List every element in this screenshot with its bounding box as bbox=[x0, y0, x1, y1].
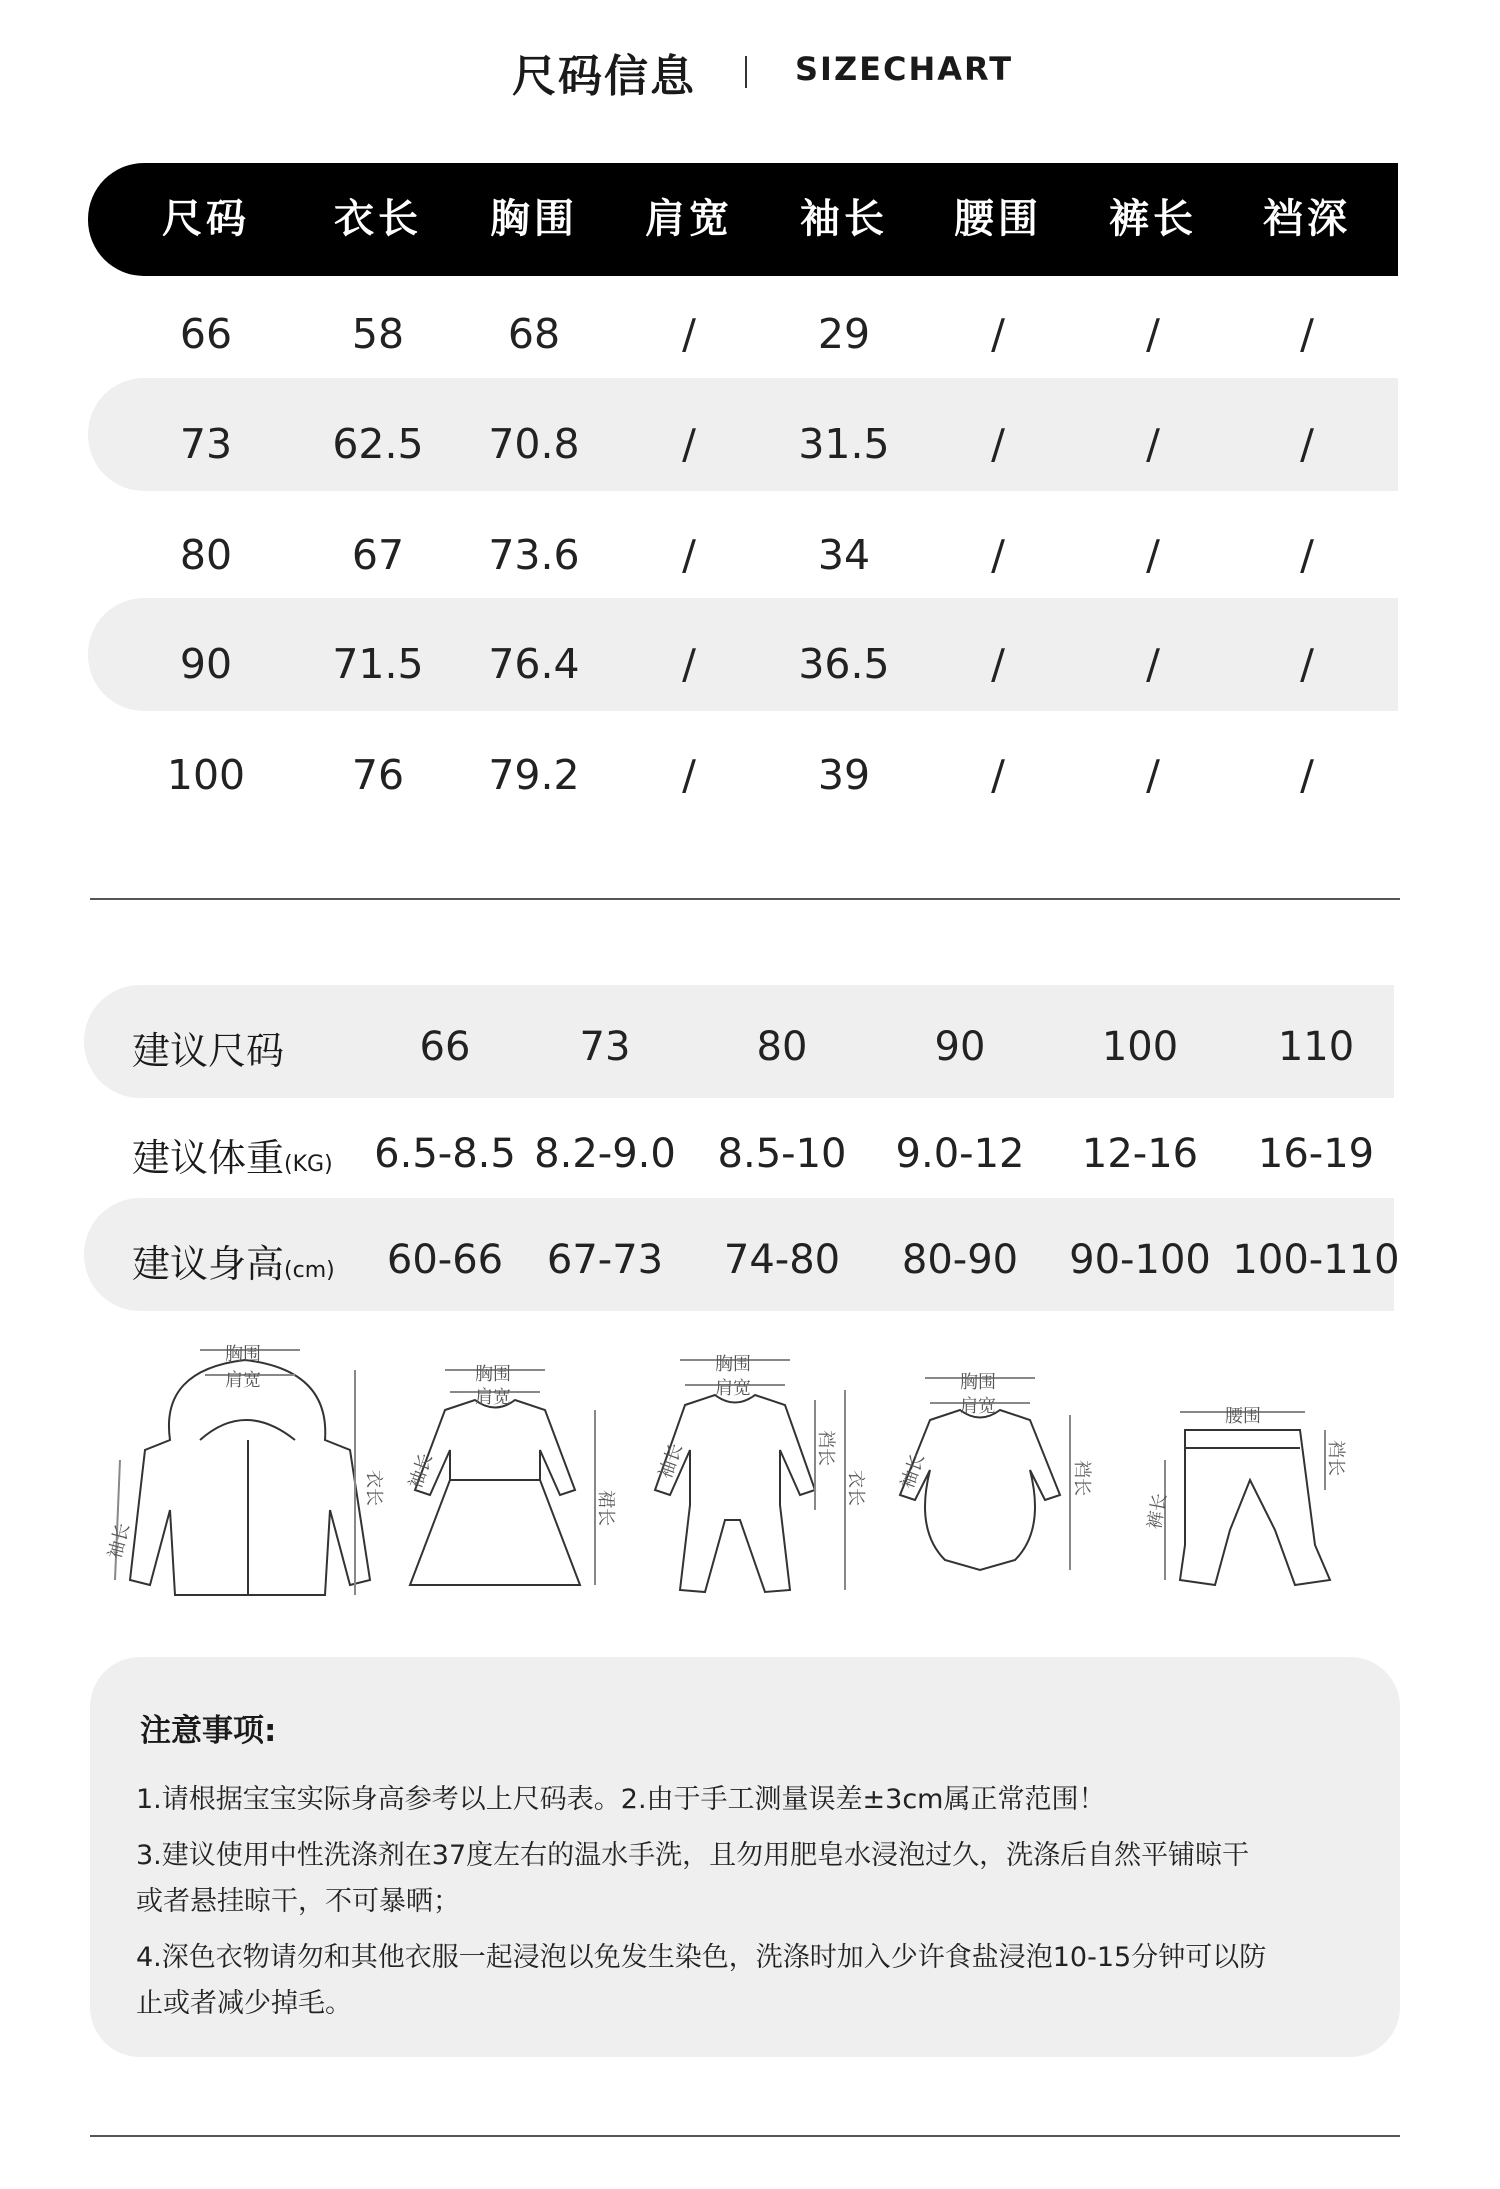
recommend-value: 100 bbox=[1101, 1024, 1179, 1070]
diagram-label: 袖长 bbox=[104, 1521, 135, 1562]
recommend-label bbox=[132, 1233, 335, 1288]
header-pants-length: 裤长 bbox=[1109, 196, 1197, 242]
recommend-value: 73 bbox=[579, 1024, 631, 1070]
recommend-value: 16-19 bbox=[1257, 1131, 1375, 1177]
diagram-label: 袖长 bbox=[896, 1450, 930, 1492]
table-cell: 29 bbox=[817, 310, 871, 358]
diagram-label: 裆长 bbox=[1071, 1460, 1092, 1496]
section-divider bbox=[90, 898, 1400, 900]
table-cell: 31.5 bbox=[798, 420, 890, 468]
size-table-header bbox=[88, 163, 1398, 276]
pants-diagram bbox=[1144, 1406, 1346, 1585]
table-cell: 67 bbox=[351, 531, 405, 579]
table-cell: / bbox=[1146, 420, 1160, 468]
table-cell: / bbox=[682, 310, 696, 358]
recommend-value: 8.5-10 bbox=[717, 1131, 847, 1177]
table-cell: 70.8 bbox=[488, 420, 580, 468]
diagram-label: 肩宽 bbox=[960, 1396, 996, 1417]
recommend-value: 66 bbox=[419, 1024, 471, 1070]
table-cell: 62.5 bbox=[332, 420, 424, 468]
diagram-label: 衣长 bbox=[363, 1470, 384, 1506]
diagram-label: 袖长 bbox=[654, 1440, 688, 1482]
table-cell: / bbox=[991, 640, 1005, 688]
table-cell: / bbox=[1146, 640, 1160, 688]
header-length: 衣长 bbox=[334, 196, 422, 242]
romper-diagram bbox=[655, 1354, 866, 1592]
page-title-en: SIZECHART bbox=[795, 50, 1014, 88]
recommend-label-text: 建议体重 bbox=[132, 1136, 285, 1180]
diagram-label: 胸围 bbox=[960, 1372, 996, 1393]
table-cell: 39 bbox=[817, 751, 871, 799]
note-line: 1.请根据宝宝实际身高参考以上尺码表。2.由于手工测量误差±3cm属正常范围！ bbox=[136, 1784, 1106, 1815]
recommend-value: 60-66 bbox=[386, 1237, 504, 1283]
table-cell: / bbox=[1146, 751, 1160, 799]
page-header bbox=[0, 40, 1500, 100]
diagram-label: 肩宽 bbox=[475, 1387, 511, 1408]
table-cell: 76 bbox=[351, 751, 405, 799]
diagram-label: 胸围 bbox=[475, 1364, 511, 1385]
recommend-value: 8.2-9.0 bbox=[534, 1131, 676, 1177]
title-separator bbox=[745, 56, 747, 88]
note-line: 止或者减少掉毛。 bbox=[136, 1988, 352, 2019]
measurement-diagrams bbox=[100, 1330, 1400, 1620]
table-cell: / bbox=[1146, 310, 1160, 358]
recommend-value: 67-73 bbox=[546, 1237, 664, 1283]
table-cell: 73.6 bbox=[488, 531, 580, 579]
recommend-value: 12-16 bbox=[1081, 1131, 1199, 1177]
note-line: 或者悬挂晾干，不可暴晒； bbox=[136, 1886, 460, 1917]
table-cell: 34 bbox=[817, 531, 871, 579]
recommend-label-text: 建议尺码 bbox=[132, 1029, 285, 1073]
table-cell: / bbox=[682, 420, 696, 468]
header-crotch-depth: 裆深 bbox=[1263, 196, 1351, 242]
table-cell: / bbox=[682, 751, 696, 799]
bottom-divider bbox=[90, 2135, 1400, 2137]
diagram-label: 肩宽 bbox=[225, 1370, 261, 1391]
bodysuit-diagram bbox=[897, 1372, 1092, 1570]
note-line: 3.建议使用中性洗涤剂在37度左右的温水手洗，且勿用肥皂水浸泡过久，洗涤后自然平铺晾干 bbox=[136, 1840, 1250, 1871]
recommend-label-unit: (KG) bbox=[284, 1152, 333, 1177]
diagram-label: 胸围 bbox=[225, 1344, 261, 1365]
header-waist: 腰围 bbox=[954, 196, 1042, 242]
table-cell: 79.2 bbox=[488, 751, 580, 799]
table-cell: 36.5 bbox=[798, 640, 890, 688]
notes-title: 注意事项: bbox=[140, 1713, 277, 1749]
table-cell: / bbox=[1300, 531, 1314, 579]
table-cell: / bbox=[1300, 640, 1314, 688]
recommend-value: 80 bbox=[756, 1024, 808, 1070]
recommend-value: 6.5-8.5 bbox=[374, 1131, 516, 1177]
table-cell: 58 bbox=[351, 310, 405, 358]
table-row-bg bbox=[88, 598, 1398, 711]
table-cell: / bbox=[991, 751, 1005, 799]
table-cell: / bbox=[991, 310, 1005, 358]
table-cell: / bbox=[1300, 751, 1314, 799]
header-chest: 胸围 bbox=[490, 196, 578, 242]
recommend-label bbox=[132, 1127, 333, 1182]
diagram-label: 裙长 bbox=[595, 1490, 616, 1526]
diagram-label: 裆长 bbox=[815, 1430, 836, 1466]
table-cell: / bbox=[682, 640, 696, 688]
care-notes bbox=[90, 1657, 1400, 2057]
diagram-label: 肩宽 bbox=[715, 1378, 751, 1399]
table-cell: 90 bbox=[179, 640, 233, 688]
table-cell: 76.4 bbox=[488, 640, 580, 688]
diagram-label: 袖长 bbox=[404, 1450, 438, 1492]
recommend-value: 110 bbox=[1277, 1024, 1355, 1070]
header-shoulder: 肩宽 bbox=[645, 196, 733, 242]
diagram-label: 裆长 bbox=[1325, 1440, 1346, 1476]
table-cell: / bbox=[1300, 310, 1314, 358]
diagram-label: 腰围 bbox=[1225, 1406, 1261, 1427]
diagram-label: 胸围 bbox=[715, 1354, 751, 1375]
page-title: 尺码信息 bbox=[512, 51, 696, 102]
table-cell: 80 bbox=[179, 531, 233, 579]
diagram-label: 裤长 bbox=[1144, 1491, 1172, 1531]
header-sleeve: 袖长 bbox=[800, 196, 888, 242]
table-cell: / bbox=[991, 420, 1005, 468]
note-line: 4.深色衣物请勿和其他衣服一起浸泡以免发生染色，洗涤时加入少许食盐浸泡10-15分钟可以防 bbox=[136, 1942, 1267, 1973]
recommend-value: 90 bbox=[934, 1024, 986, 1070]
table-cell: / bbox=[682, 531, 696, 579]
recommend-value: 100-110 bbox=[1232, 1237, 1400, 1283]
table-cell: 73 bbox=[179, 420, 233, 468]
jacket-diagram bbox=[105, 1344, 384, 1595]
header-size: 尺码 bbox=[162, 196, 250, 242]
recommend-value: 74-80 bbox=[723, 1237, 841, 1283]
table-cell: / bbox=[1300, 420, 1314, 468]
diagram-label: 衣长 bbox=[845, 1470, 866, 1506]
table-cell: / bbox=[991, 531, 1005, 579]
recommend-value: 90-100 bbox=[1069, 1237, 1211, 1283]
table-cell: 68 bbox=[507, 310, 561, 358]
recommend-value: 80-90 bbox=[901, 1237, 1019, 1283]
table-cell: 71.5 bbox=[332, 640, 424, 688]
recommend-label-unit: (cm) bbox=[284, 1258, 335, 1283]
table-cell: 66 bbox=[179, 310, 233, 358]
dress-diagram bbox=[405, 1364, 616, 1585]
table-row-bg bbox=[88, 378, 1398, 491]
recommend-value: 9.0-12 bbox=[895, 1131, 1025, 1177]
recommend-label bbox=[132, 1020, 284, 1075]
table-cell: / bbox=[1146, 531, 1160, 579]
recommend-label-text: 建议身高 bbox=[132, 1242, 285, 1286]
table-cell: 100 bbox=[166, 751, 246, 799]
